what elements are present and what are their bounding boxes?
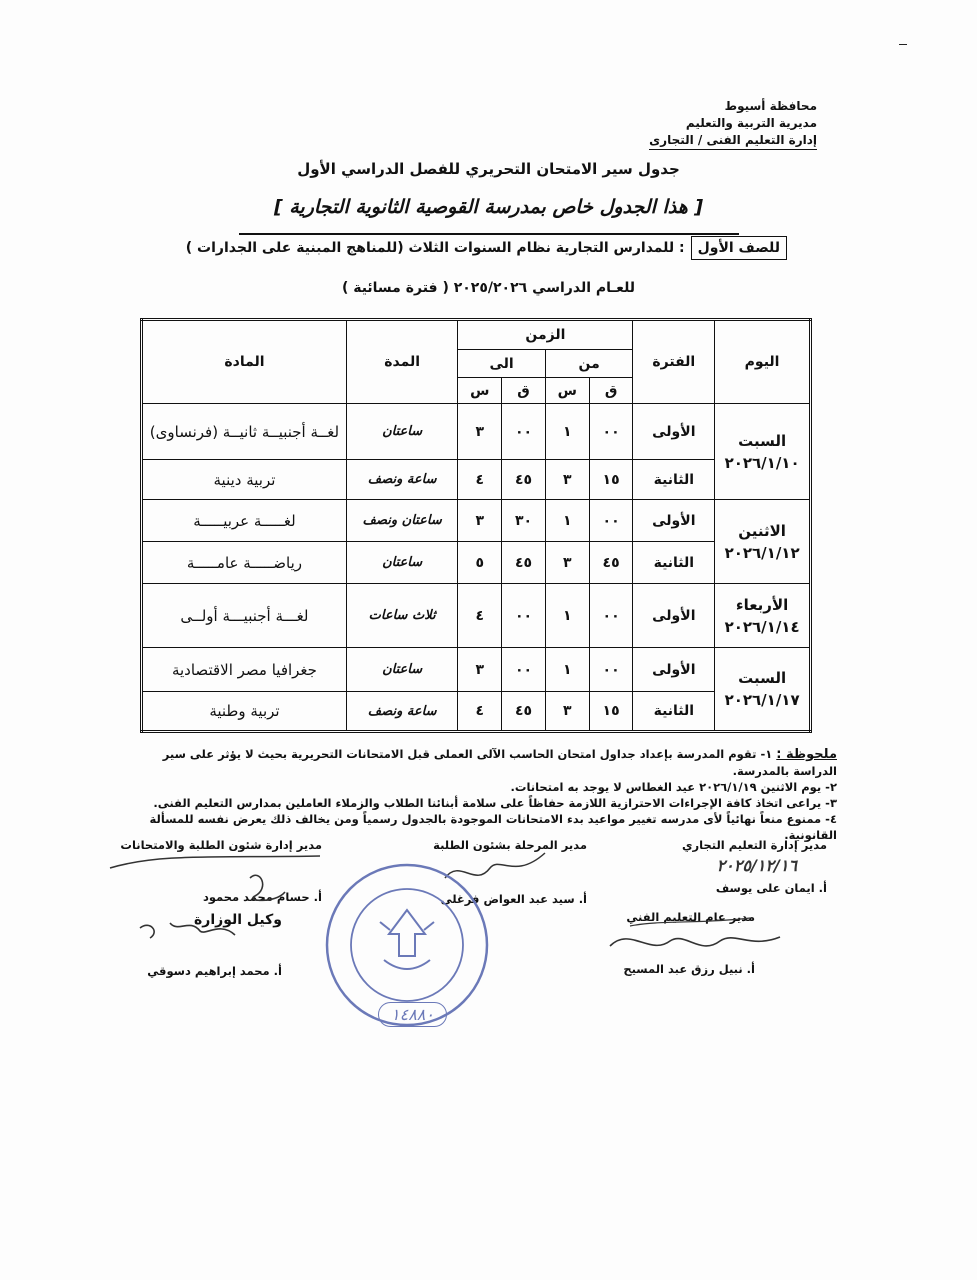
period-cell: الثانية <box>633 542 715 584</box>
to-hour-cell: ٤ <box>458 692 502 732</box>
duration-cell: ثلاث ساعات <box>346 584 457 648</box>
table-row <box>142 692 811 732</box>
handwritten-signature-right <box>600 906 800 966</box>
signature-name: أ. سيد عبد العواض فرغلى <box>440 892 587 906</box>
subject-cell: تربية وطنية <box>142 692 347 732</box>
period-cell: الثانية <box>633 460 715 500</box>
day-cell <box>715 584 811 648</box>
academic-year-line: للعـام الدراسي ٢٠٢٥/٢٠٢٦ ( فترة مسائية ) <box>341 280 636 296</box>
handwritten-signature-left <box>100 848 330 978</box>
to-hour-cell: ٥ <box>458 542 502 584</box>
grade-description: : للمدارس التجارية نظام السنوات الثلاث (للمناهج المبنية على الجدارات ) <box>185 240 685 256</box>
day-date: ٢٠٢٦/١/١٧ <box>724 691 800 709</box>
ministry-header <box>649 98 817 150</box>
signature-name: أ. حسام محمد محمود <box>202 890 322 904</box>
header-to-min: ق <box>502 378 546 404</box>
to-min-cell: ٤٥ <box>502 692 546 732</box>
day-name: السبت <box>738 669 787 687</box>
from-hour-cell: ١ <box>545 648 589 692</box>
day-date: ٢٠٢٦/١/١٤ <box>724 617 800 636</box>
subject-cell: جغرافيا مصر الاقتصادية <box>142 648 347 692</box>
subtitle-underline <box>239 233 739 235</box>
duration-cell: ساعتان <box>346 542 457 584</box>
header-from: من <box>545 350 633 378</box>
notes-label: ملحوظة : <box>776 747 837 762</box>
subject-cell: رياضـــــة عامـــــة <box>142 542 347 584</box>
from-min-cell: ١٥ <box>589 460 633 500</box>
to-hour-cell: ٣ <box>458 500 502 542</box>
table-row <box>142 460 811 500</box>
day-date: ٢٠٢٦/١/١٢ <box>724 543 800 562</box>
table-row <box>142 584 811 648</box>
table-row <box>142 500 811 542</box>
note-item: ١- تقوم المدرسة بإعداد جداول امتحان الحاسب الآلى العملى قبل الامتحانات التحريرية بحيث لا يؤثر على سير الدراسة بالمدرسة. <box>162 747 837 778</box>
subject-cell: لغـــــة عربيـــــة <box>142 500 347 542</box>
table-row <box>142 404 811 460</box>
header-to-hour: س <box>458 378 502 404</box>
signature-name: أ. ايمان على يوسف <box>715 881 827 895</box>
directorate-label: مديرية التربية والتعليم <box>685 116 817 130</box>
from-min-cell: ١٥ <box>589 692 633 732</box>
period-cell: الأولى <box>633 500 715 542</box>
school-subtitle-text: [ هذا الجدول خاص بمدرسة القوصية الثانوية التجارية ] <box>273 196 704 218</box>
table-row <box>142 542 811 584</box>
header-from-min: ق <box>589 378 633 404</box>
to-min-cell: ٠٠ <box>502 404 546 460</box>
to-hour-cell: ٤ <box>458 460 502 500</box>
day-name: السبت <box>738 431 787 450</box>
notes-section <box>127 746 837 843</box>
period-cell: الأولى <box>633 584 715 648</box>
signature-name: أ. نبيل رزق عبد المسيح <box>623 962 755 976</box>
day-cell <box>715 648 811 732</box>
grade-box: للصف الأول <box>691 236 787 260</box>
from-min-cell: ٠٠ <box>589 404 633 460</box>
to-min-cell: ٠٠ <box>502 648 546 692</box>
signature-title: وكيل الوزارة <box>194 912 282 928</box>
duration-cell: ساعتان <box>346 648 457 692</box>
signature-title: مدير عام التعليم الفني <box>626 910 755 924</box>
duration-cell: ساعتان <box>346 404 457 460</box>
subject-cell: لغــة أجنبيــة ثانيــة (فرنساوى) <box>142 404 347 460</box>
signature-title: مدير إدارة التعليم التجاري <box>681 838 827 852</box>
note-item: ٤- ممنوع منعاً نهائياً لأى مدرسه تغيير مواعيد بدء الامتحانات الموجودة بالجدول رسمياً ومن يخالف ذلك يعرض نفسه للمسألة القانونية. <box>149 812 837 842</box>
from-hour-cell: ١ <box>545 500 589 542</box>
to-min-cell: ٤٥ <box>502 460 546 500</box>
period-cell: الأولى <box>633 648 715 692</box>
signature-title: مدير المرحلة بشئون الطلبة <box>433 838 587 852</box>
from-min-cell: ٠٠ <box>589 584 633 648</box>
from-min-cell: ٠٠ <box>589 648 633 692</box>
header-from-hour: س <box>545 378 589 404</box>
from-hour-cell: ٣ <box>545 692 589 732</box>
school-subtitle <box>0 196 977 240</box>
from-hour-cell: ١ <box>545 404 589 460</box>
page-title: جدول سير الامتحان التحريري للفصل الدراسي الأول <box>297 160 680 178</box>
from-min-cell: ٤٥ <box>589 542 633 584</box>
corner-mark <box>899 44 907 45</box>
duration-cell: ساعة ونصف <box>346 460 457 500</box>
note-item: ٢- يوم الاثنين ٢٠٢٦/١/١٩ عيد الغطاس لا يوجد به امتحانات. <box>510 780 837 794</box>
to-min-cell: ٤٥ <box>502 542 546 584</box>
to-hour-cell: ٤ <box>458 584 502 648</box>
to-min-cell: ٣٠ <box>502 500 546 542</box>
header-subject: المادة <box>142 320 347 404</box>
to-min-cell: ٠٠ <box>502 584 546 648</box>
day-cell <box>715 404 811 500</box>
table-row <box>142 648 811 692</box>
header-day: اليوم <box>715 320 811 404</box>
from-hour-cell: ٣ <box>545 460 589 500</box>
day-date: ٢٠٢٦/١/١٠ <box>724 453 800 472</box>
header-period: الفترة <box>633 320 715 404</box>
note-item: ٣- يراعى اتخاذ كافة الإجراءات الاحترازية اللازمة حفاظاً على سلامة أبنائنا الطلاب والزملاء العاملين بمدارس التعليم الفنى. <box>153 796 837 810</box>
to-hour-cell: ٣ <box>458 648 502 692</box>
duration-cell: ساعتان ونصف <box>346 500 457 542</box>
exam-schedule-table <box>140 318 812 733</box>
day-cell <box>715 500 811 584</box>
header-duration: المدة <box>346 320 457 404</box>
header-to: الى <box>458 350 546 378</box>
to-hour-cell: ٣ <box>458 404 502 460</box>
administration-label: إدارة التعليم الفنى / التجارى <box>649 132 817 150</box>
from-hour-cell: ١ <box>545 584 589 648</box>
from-min-cell: ٠٠ <box>589 500 633 542</box>
subject-cell: لغـــة أجنبيـــة أولــى <box>142 584 347 648</box>
day-name: الأربعاء <box>735 595 789 614</box>
handwritten-date: ٢٠٢٥/١٢/١٦ <box>716 856 797 875</box>
signature-title: مدير إدارة شئون الطلبة والامتحانات <box>120 838 322 852</box>
grade-line <box>186 236 787 260</box>
period-cell: الأولى <box>633 404 715 460</box>
subject-cell: تربية دينية <box>142 460 347 500</box>
from-hour-cell: ٣ <box>545 542 589 584</box>
signature-commercial <box>682 838 827 895</box>
period-cell: الثانية <box>633 692 715 732</box>
header-time: الزمن <box>458 320 633 350</box>
day-name: الاثنين <box>738 521 786 540</box>
stamp-number: ١٤٨٨٠ <box>378 1002 447 1027</box>
duration-cell: ساعة ونصف <box>346 692 457 732</box>
signature-name: أ. محمد إبراهيم دسوقي <box>147 964 282 978</box>
governorate-label: محافظة أسيوط <box>724 99 817 113</box>
